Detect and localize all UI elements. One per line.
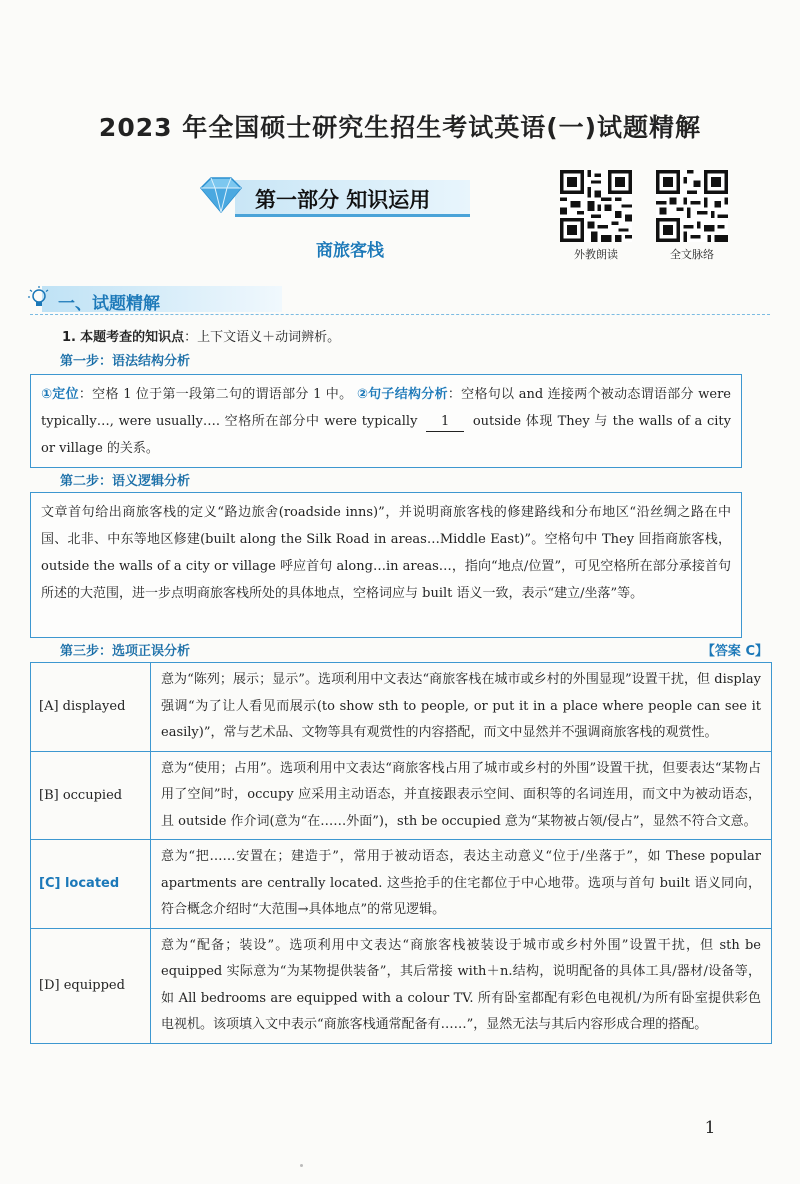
page-number: 1 bbox=[704, 1118, 716, 1138]
option-row bbox=[31, 663, 772, 752]
section-heading bbox=[28, 286, 290, 314]
option-row-correct bbox=[31, 840, 772, 929]
option-analysis: 意为“使用；占用”。选项利用中文表达“商旅客栈占用了城市或乡村的外围”设置干扰，但要表达“某物占用了空间”时，occupy 应采用主动语态，并直接跟表示空间、面积等的名词连用，而文中为被动语态，且 outside 作介词(意为“在……外面”)，sth be occupied 意为“某物被占领/侵占”，显然不符合文意。 bbox=[151, 751, 772, 840]
structure-label: ②句子结构分析 bbox=[356, 387, 448, 402]
lightbulb-icon bbox=[28, 286, 50, 312]
structure-text-a: ：空格句以 and 连接两个被动态谓语部分 were typically…, were usually…. 空格所在部分中 were typically bbox=[41, 387, 732, 429]
answer-badge: 【答案 C】 bbox=[701, 644, 768, 659]
locate-label: ①定位 bbox=[41, 387, 79, 402]
passage-title: 商旅客栈 bbox=[316, 241, 384, 261]
diamond-icon bbox=[195, 174, 247, 216]
kp-text: ：上下文语义＋动词辨析。 bbox=[184, 330, 341, 345]
blank-number: 1 bbox=[426, 413, 464, 432]
part-banner bbox=[195, 172, 475, 218]
qr-code-icon bbox=[654, 170, 730, 242]
qr-reading[interactable] bbox=[556, 170, 636, 262]
option-name: [A] displayed bbox=[31, 663, 151, 752]
option-name: [C] located bbox=[31, 840, 151, 929]
step2-box bbox=[30, 492, 742, 638]
page-title: 2023 年全国硕士研究生招生考试英语(一)试题精解 bbox=[98, 113, 702, 142]
qr-outline[interactable] bbox=[652, 170, 732, 262]
scan-speck bbox=[300, 1164, 303, 1167]
option-row bbox=[31, 928, 772, 1043]
knowledge-point bbox=[62, 326, 340, 345]
step1-box bbox=[30, 374, 742, 468]
step2-title: 第二步：语义逻辑分析 bbox=[60, 474, 191, 489]
qr-caption: 外教朗读 bbox=[574, 248, 618, 261]
structure-text-b: outside 体现 They 与 the walls of a city or village 的关系。 bbox=[41, 414, 731, 456]
options-table bbox=[30, 662, 772, 1044]
step1-title: 第一步：语法结构分析 bbox=[60, 354, 191, 369]
option-row bbox=[31, 751, 772, 840]
step2-text: 文章首句给出商旅客栈的定义“路边旅舍(roadside inns)”，并说明商旅客栈的修建路线和分布地区“沿丝绸之路在中国、北非、中东等地区修建(built along the Silk Road in areas…Middle East)”。空格句中 They 回指商旅客栈，outside the walls of a city or village 呼应首句 along…in areas…，指向“地点/位置”，可见空格所在部分承接首句所述的大范围，进一步点明商旅客栈所处的具体地点，空格词应与 built 语义一致，表示“建立/坐落”等。 bbox=[41, 505, 731, 601]
step3-title: 第三步：选项正误分析 bbox=[60, 644, 191, 659]
kp-label: 本题考查的知识点 bbox=[80, 330, 185, 345]
option-analysis: 意为“陈列；展示；显示”。选项利用中文表达“商旅客栈在城市或乡村的外围显现”设置干扰，但 display 强调“为了让人看见而展示(to show sth to people, or put it in a place where people can see it easily)”，常与艺术品、文物等具有观赏性的内容搭配，而文中显然并不强调商旅客栈的观赏性。 bbox=[151, 663, 772, 752]
option-name: [D] equipped bbox=[31, 928, 151, 1043]
kp-number: 1. bbox=[62, 330, 76, 345]
locate-text: ：空格 1 位于第一段第二句的谓语部分 1 中。 bbox=[78, 387, 353, 402]
qr-code-icon bbox=[558, 170, 634, 242]
option-name: [B] occupied bbox=[31, 751, 151, 840]
part-banner-label: 第一部分 知识运用 bbox=[255, 188, 431, 212]
option-analysis: 意为“配备；装设”。选项利用中文表达“商旅客栈被装设于城市或乡村外围”设置干扰，但 sth be equipped 实际意为“为某物提供装备”，其后常接 with＋n.结构，说明配备的具体工具/器材/设备等，如 All bedrooms are equipped with a colour TV. 所有卧室都配有彩色电视机/为所有卧室提供彩色电视机。该项填入文中表示“商旅客栈通常配备有……”，显然无法与其后内容形成合理的搭配。 bbox=[151, 928, 772, 1043]
section-heading-label: 一、试题精解 bbox=[58, 294, 160, 314]
section-divider bbox=[30, 314, 770, 315]
option-analysis: 意为“把……安置在；建造于”，常用于被动语态，表达主动意义“位于/坐落于”，如 These popular apartments are centrally located. 这些抢手的住宅都位于中心地带。选项与首句 built 语义同向，符合概念介绍时“大范围→具体地点”的常见逻辑。 bbox=[151, 840, 772, 929]
qr-caption: 全文脉络 bbox=[670, 248, 714, 261]
